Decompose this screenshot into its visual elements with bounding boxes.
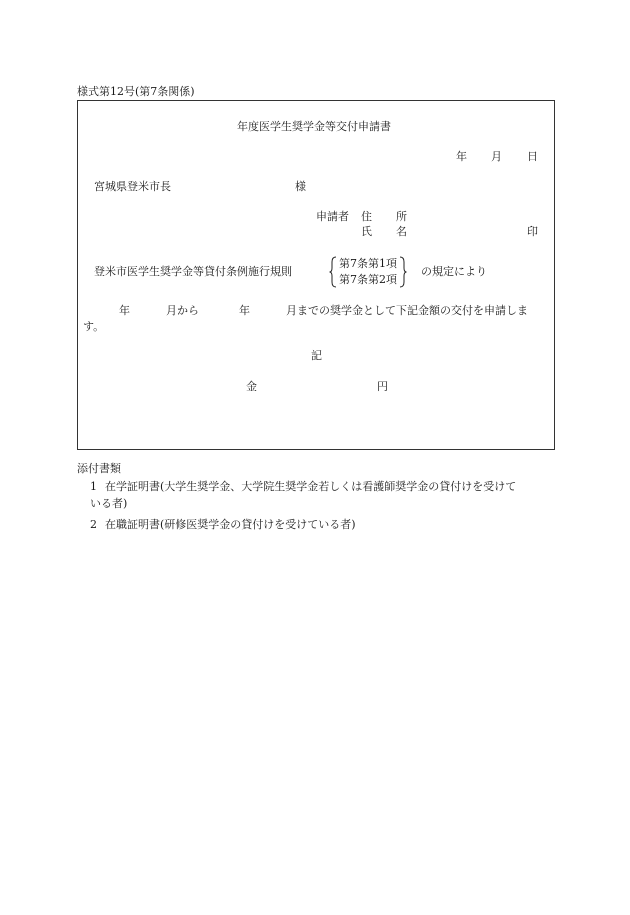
- attachment-1-number: 1: [90, 480, 97, 493]
- amount-label: 金: [246, 380, 257, 393]
- name-label-char1: 氏: [361, 225, 372, 238]
- regulation-option-1: 第7条第1項: [339, 257, 397, 270]
- address-label-char2: 所: [396, 210, 407, 223]
- applicant-label: 申請者: [316, 210, 349, 223]
- form-title: 年度医学生奨学金等交付申請書: [237, 120, 391, 133]
- left-brace-icon: [329, 256, 337, 288]
- regulation-name: 登米市医学生奨学金等貸付条例施行規則: [94, 265, 292, 278]
- date-month-label: 月: [491, 150, 502, 163]
- name-label-char2: 名: [396, 225, 407, 238]
- period-start-month: 月から: [166, 304, 199, 317]
- date-year-label: 年: [456, 150, 467, 163]
- period-end-text: 月までの奨学金として下記金額の交付を申請しま: [286, 304, 528, 317]
- ki-marker: 記: [311, 349, 322, 362]
- addressee-honorific: 様: [295, 180, 306, 193]
- attachment-2-text: 在職証明書(研修医奨学金の貸付けを受けている者): [105, 518, 356, 531]
- period-end-year: 年: [239, 304, 250, 317]
- address-label-char1: 住: [361, 210, 372, 223]
- seal-mark: 印: [527, 225, 538, 238]
- period-start-year: 年: [119, 304, 130, 317]
- regulation-suffix: の規定により: [421, 265, 487, 278]
- period-text-wrap: す。: [83, 320, 105, 333]
- right-brace-icon: [399, 256, 407, 288]
- attachment-2-number: 2: [90, 518, 97, 531]
- form-number: 様式第12号(第7条関係): [77, 85, 195, 98]
- attachment-1-text: 在学証明書(大学生奨学金、大学院生奨学金若しくは看護師奨学金の貸付けを受けて: [105, 480, 517, 493]
- amount-unit: 円: [377, 380, 388, 393]
- regulation-option-2: 第7条第2項: [339, 273, 397, 286]
- addressee-name: 宮城県登米市長: [94, 180, 171, 193]
- attachment-1-text-wrap: いる者): [90, 497, 128, 510]
- regulation-options: [329, 256, 407, 288]
- date-day-label: 日: [527, 150, 538, 163]
- attachments-title: 添付書類: [77, 462, 121, 475]
